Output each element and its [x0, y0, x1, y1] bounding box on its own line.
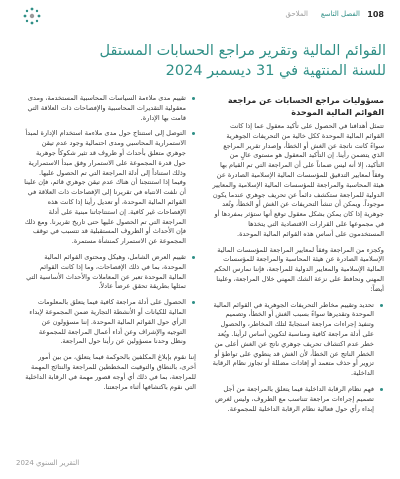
page-footer: التقرير السنوي 2024: [16, 459, 80, 467]
heading-line-1: مسؤوليات مراجع الحسابات عن مراجعة: [227, 95, 384, 105]
section-heading: [212, 94, 384, 118]
list-item: الحصول على أدلة مراجعة كافية فيما يتعلق بالمعلومات المالية للكيانات أو الأنشطة التجارية ضمن المجموعة لإبداء الرأي حول القوائم المالية الموحدة. إننا مسؤولون عن التوجيه والإشراف وعن أداء أعمال المراجعة للمجموعة ونظل وحدنا مسؤولين عن رأينا حول المراجعة.: [24, 298, 186, 347]
section-label: الملاحق: [285, 10, 308, 18]
responsibilities-list-left: [24, 94, 196, 347]
left-column: [24, 94, 196, 398]
list-item: تحديد وتقييم مخاطر التحريفات الجوهرية في القوائم المالية الموحدة وتقديرها سواءً بسبب الغش أو الخطأ، وتصميم وتنفيذ إجراءات مراجعة استجابةً لتلك المخاطر، والحصول على أدلة مراجعة كافية ومناسبة لتكوين أساس لرأينا. ويُعد خطر عدم اكتشاف تحريف جوهري ناتج عن الغش أعلى من الخطر الناتج عن الخطأ، لأن الغش قد ينطوي على تواطؤ أو تزوير أو حذف متعمد أو إفادات مضللة أو تجاوز نظام الرقابة الداخلية.: [212, 300, 374, 378]
page-title: [14, 41, 386, 81]
page-number: 108: [367, 10, 384, 19]
page-header: [0, 10, 400, 24]
list-item: تقييم مدى ملاءمة السياسات المحاسبية المستخدمة، ومدى معقولية التقديرات المحاسبية والإفصاحات ذات العلاقة التي قامت بها الإدارة.: [24, 94, 186, 123]
responsibilities-list-right: [212, 301, 384, 415]
paragraph-governance-communication: إننا نقوم بإبلاغ المكلفين بالحوكمة فيما يتعلق، من بين أمور أخرى، بالنطاق والتوقيت المخططين للمراجعة والنتائج المهمة للمراجعة، بما في ذلك أي أوجه قصور مهمة في الرقابة الداخلية التي نقوم باكتشافها أثناء مراجعتنا.: [25, 353, 196, 391]
company-logo-icon: [22, 6, 42, 26]
right-column: [212, 94, 384, 420]
list-item: تقييم العرض الشامل، وهيكل ومحتوى القوائم المالية الموحدة، بما في ذلك الإفصاحات، وما إذا كانت القوائم المالية الموحدة تعبر عن المعاملات والأحداث الأساسية التي تمثلها بطريقة تحقق عرضاً عادلاً.: [24, 253, 186, 292]
heading-line-2: القوائم المالية الموحدة: [291, 107, 384, 117]
list-item: التوصل إلى استنتاج حول مدى ملاءمة استخدام الإدارة لمبدأ الاستمرارية المحاسبي ومدى احتمالية وجود عدم تيقن جوهري متعلق بأحداث أو ظروف قد تثير شكوكاً جوهرية حول قدرة المجموعة على الاستمرار وفق مبدأ الاستمرارية وذلك استناداً إلى أدلة المراجعة التي تم الحصول عليها. وفيما إذا استنتجنا أن هناك عدم تيقن جوهري قائم، فإن علينا أن نلفت الانتباه في تقريرنا إلى الإفصاحات ذات العلاقة في القوائم المالية الموحدة، أو تعديل رأينا إذا كانت هذه الإفصاحات غير كافية. إن استنتاجاتنا مبنية على أدلة المراجعة التي تم الحصول عليها حتى تاريخ تقريرنا. ومع ذلك فإن الأحداث أو الظروف المستقبلية قد تتسبب في توقف المجموعة عن الاستمرار كمنشأة مستمرة.: [24, 129, 186, 246]
title-line-2: للسنة المنتهية في 31 ديسمبر 2024: [165, 63, 386, 79]
chapter-label: الفصل التاسع: [320, 10, 360, 18]
paragraph-objectives: تتمثل أهدافنا في الحصول على تأكيد معقول عما إذا كانت القوائم المالية الموحدة ككل خالية من التحريفات الجوهرية سواءً كانت ناتجة عن الغش أو الخطأ، وإصدار تقرير المراجع الذي يتضمن رأينا. إن التأكيد المعقول هو مستوى عالٍ من التأكيد، إلا أنه ليس ضماناً على أن المراجعة التي تم القيام بها وفقاً لمعايير التدقيق للمؤسسات المالية الإسلامية الصادرة عن هيئة المحاسبة والمراجعة للمؤسسات المالية الإسلامية والمعايير الدولية للمراجعة ستكشف دائماً عن تحريف جوهري عندما يكون موجوداً. ويمكن أن تنشأ التحريفات عن الغش أو الخطأ، وتُعد جوهرية إذا كان يمكن بشكل معقول توقع أنها ستؤثر بمفردها أو في مجموعها على القرارات الاقتصادية التي يتخذها المستخدمون على أساس هذه القوائم المالية الموحدة.: [212, 122, 384, 238]
title-line-1: القوائم المالية وتقرير مراجع الحسابات المستقل: [99, 43, 386, 59]
paragraph-professional-judgement: وكجزء من المراجعة وفقاً لمعايير المراجعة للمؤسسات المالية الإسلامية الصادرة عن هيئة المحاسبة والمراجعة للمؤسسات المالية الإسلامية والمعايير الدولية للمراجعة، فإننا نمارس الحكم المهني ونحافظ على نزعة الشك المهني خلال المراجعة، وعلينا أيضاً:: [214, 245, 384, 293]
list-item: فهم نظام الرقابة الداخلية فيما يتعلق بالمراجعة من أجل تصميم إجراءات مراجعة تتناسب مع الظروف، وليس لغرض إبداء رأي حول فعالية نظام الرقابة الداخلية للمجموعة.: [212, 385, 374, 414]
